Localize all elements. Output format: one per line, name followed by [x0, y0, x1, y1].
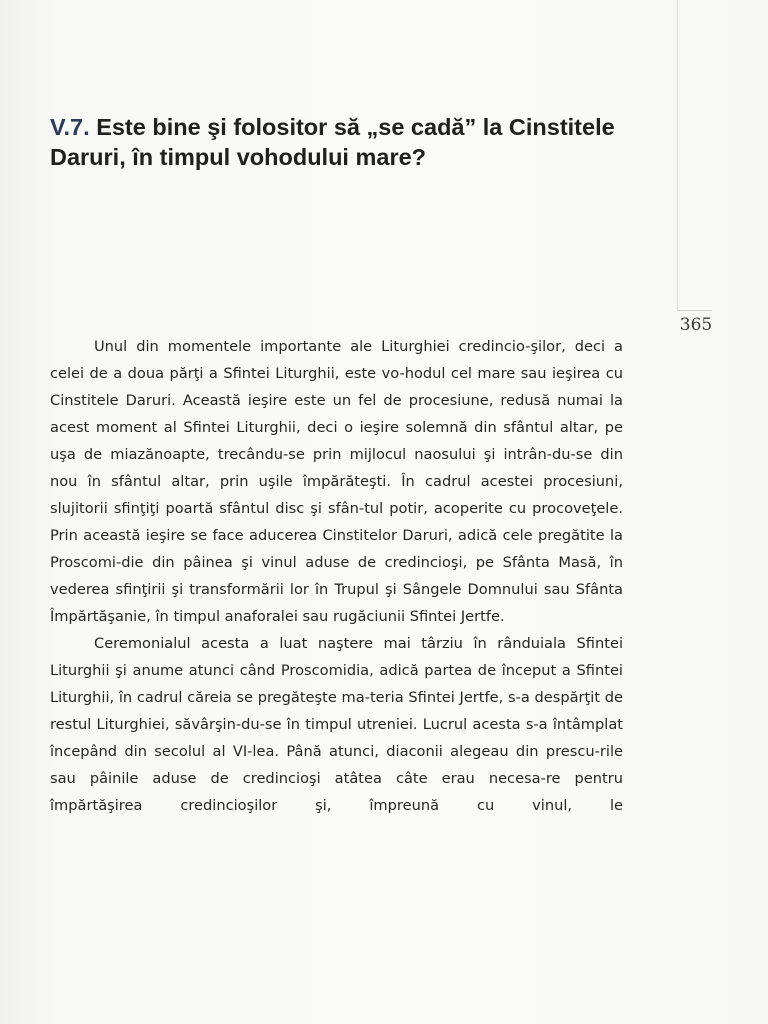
body-text [50, 333, 623, 819]
page-edge-line [677, 0, 678, 310]
page-number-rule [677, 310, 712, 311]
section-number: V.7. [50, 114, 90, 140]
paragraph: Unul din momentele importante ale Liturghiei credincio-şilor, deci a celei de a doua părţi a Sfintei Liturghii, este vo-hodul cel mare sau ieşirea cu Cinstitele Daruri. Această ieşire este un fel de procesiune, redusă numai la acest moment al Sfintei Liturghii, deci o ieşire solemnă din sfântul altar, pe uşa de miazănoapte, trecându-se prin mijlocul naosului şi intrân-du-se din nou în sfântul altar, prin uşile împărăteşti. În cadrul acestei procesiuni, slujitorii sfinţiţi poartă sfântul disc şi sfân-tul potir, acoperite cu procoveţele. Prin această ieşire se face aducerea Cinstitelor Daruri, adică cele pregătite la Proscomi-die din pâinea şi vinul aduse de credincioşi, pe Sfânta Masă, în vederea sfinţirii şi transformării lor în Trupul şi Sângele Domnului sau Sfânta Împărtăşanie, în timpul anaforalei sau rugăciunii Sfintei Jertfe. [50, 338, 623, 625]
section-heading [50, 112, 650, 172]
paragraph: Ceremonialul acesta a luat naştere mai târziu în rânduiala Sfintei Liturghii şi anume atunci când Proscomidia, adică partea de început a Sfintei Liturghii, în cadrul căreia se pregăteşte ma-teria Sfintei Jertfe, s-a despărţit de restul Liturghiei, săvârşin-du-se în timpul utreniei. Lucrul acesta s-a întâmplat începând din secolul al VI-lea. Până atunci, diaconii alegeau din prescu-rile sau pâinile aduse de credincioşi atâtea câte erau necesa-re pentru împărtăşirea credincioşilor şi, împreună cu vinul, le [50, 635, 623, 814]
section-title: Este bine şi folositor să „se cadă” la Cinstitele Daruri, în timpul vohodului mare? [50, 114, 615, 170]
page-number: 365 [679, 315, 713, 335]
